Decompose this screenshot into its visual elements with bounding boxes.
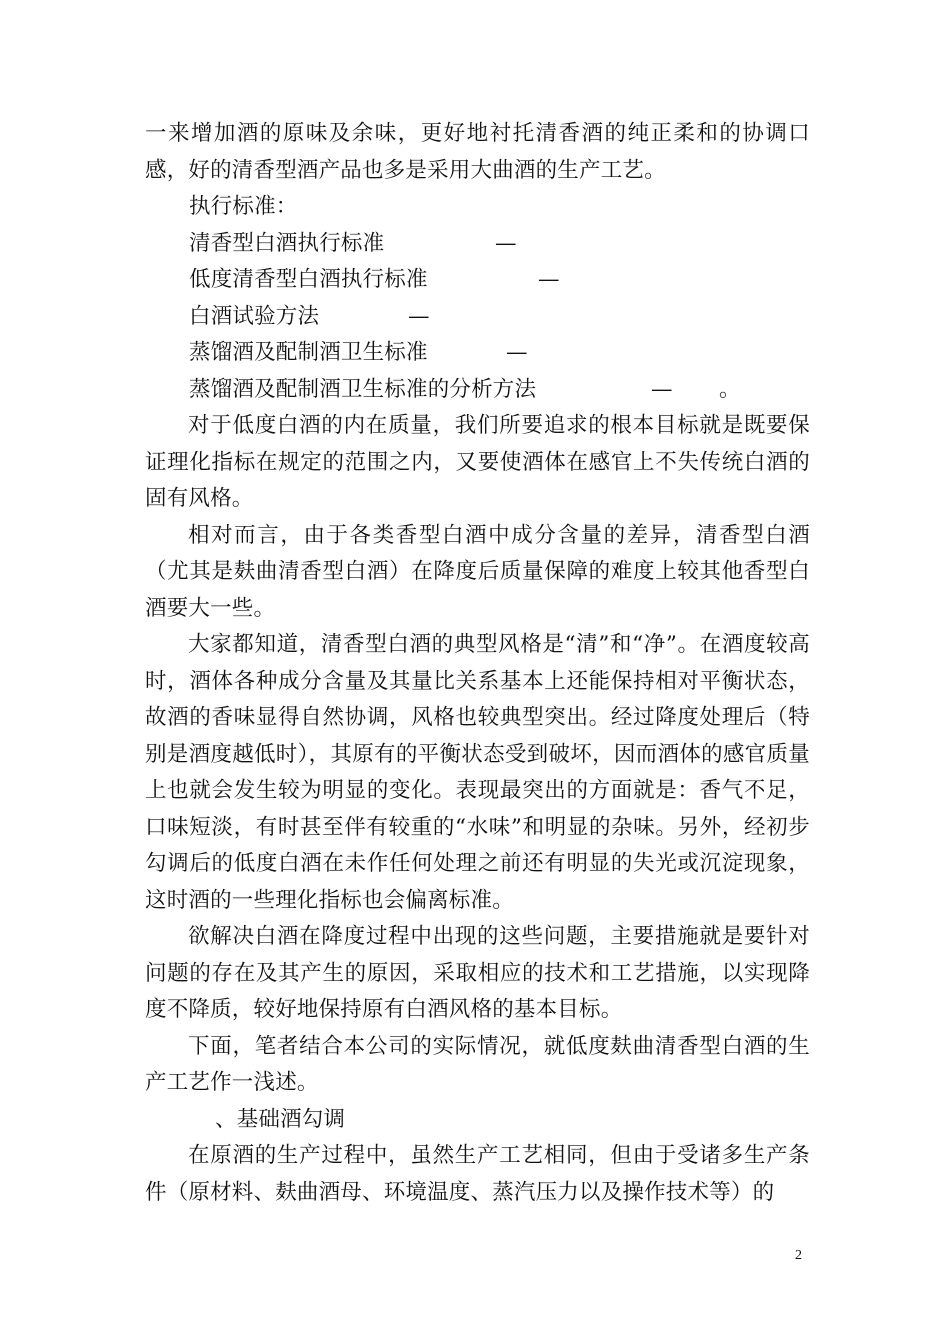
standard-label: 低度清香型白酒执行标准	[189, 267, 428, 292]
standard-label: 清香型白酒执行标准	[189, 230, 385, 256]
paragraph: 对于低度白酒的内在质量，我们所要追求的根本目标就是既要保证理化指标在规定的范围之内，又要使酒体在感官上不失传统白酒的固有风格。	[145, 413, 810, 511]
paragraph: 下面，笔者结合本公司的实际情况，就低度麸曲清香型白酒的生产工艺作一浅述。	[145, 1033, 810, 1095]
standard-dash: —	[408, 303, 430, 329]
standard-item	[145, 372, 810, 409]
standard-item	[145, 335, 810, 372]
standard-dash: —	[651, 376, 673, 402]
standard-item	[145, 226, 810, 263]
page-number: 2	[795, 1248, 802, 1263]
standards-heading: 执行标准：	[189, 194, 298, 219]
paragraph: 欲解决白酒在降度过程中出现的这些问题，主要措施就是要针对问题的存在及其产生的原因，采取相应的技术和工艺措施，以实现降度不降质，较好地保持原有白酒风格的基本目标。	[145, 924, 810, 1022]
paragraph-continuation: 一来增加酒的原味及余味，更好地衬托清香酒的纯正柔和的协调口感，好的清香型酒产品也多是采用大曲酒的生产工艺。	[145, 121, 810, 183]
standard-dash: —	[506, 340, 528, 365]
standard-dash: —	[538, 267, 560, 292]
standard-dash: —	[495, 230, 517, 256]
standard-item	[145, 299, 810, 336]
body-text	[145, 116, 810, 1211]
standard-tail: 。	[719, 376, 741, 402]
paragraph: 大家都知道，清香型白酒的典型风格是“清”和“净”。在酒度较高时，酒体各种成分含量及其量比关系基本上还能保持相对平衡状态，故酒的香味显得自然协调，风格也较典型突出。经过降度处理后（特别是酒度越低时），其原有的平衡状态受到破坏，因而酒体的感官质量上也就会发生较为明显的变化。表现最突出的方面就是：香气不足，口味短淡，有时甚至伴有较重的“水味”和明显的杂味。另外，经初步勾调后的低度白酒在未作任何处理之前还有明显的失光或沉淀现象，这时酒的一些理化指标也会偏离标准。	[145, 632, 810, 913]
paragraph: 在原酒的生产过程中，虽然生产工艺相同，但由于受诸多生产条件（原材料、麸曲酒母、环境温度、蒸汽压力以及操作技术等）的	[145, 1143, 810, 1205]
standard-item	[145, 262, 810, 299]
paragraph: 相对而言，由于各类香型白酒中成分含量的差异，清香型白酒（尤其是麸曲清香型白酒）在降度后质量保障的难度上较其他香型白酒要大一些。	[145, 522, 810, 621]
standard-label: 白酒试验方法	[189, 303, 320, 329]
standard-label: 蒸馏酒及配制酒卫生标准的分析方法	[189, 376, 537, 402]
standard-label: 蒸馏酒及配制酒卫生标准	[189, 340, 428, 365]
section-heading: 、基础酒勾调	[215, 1106, 346, 1132]
